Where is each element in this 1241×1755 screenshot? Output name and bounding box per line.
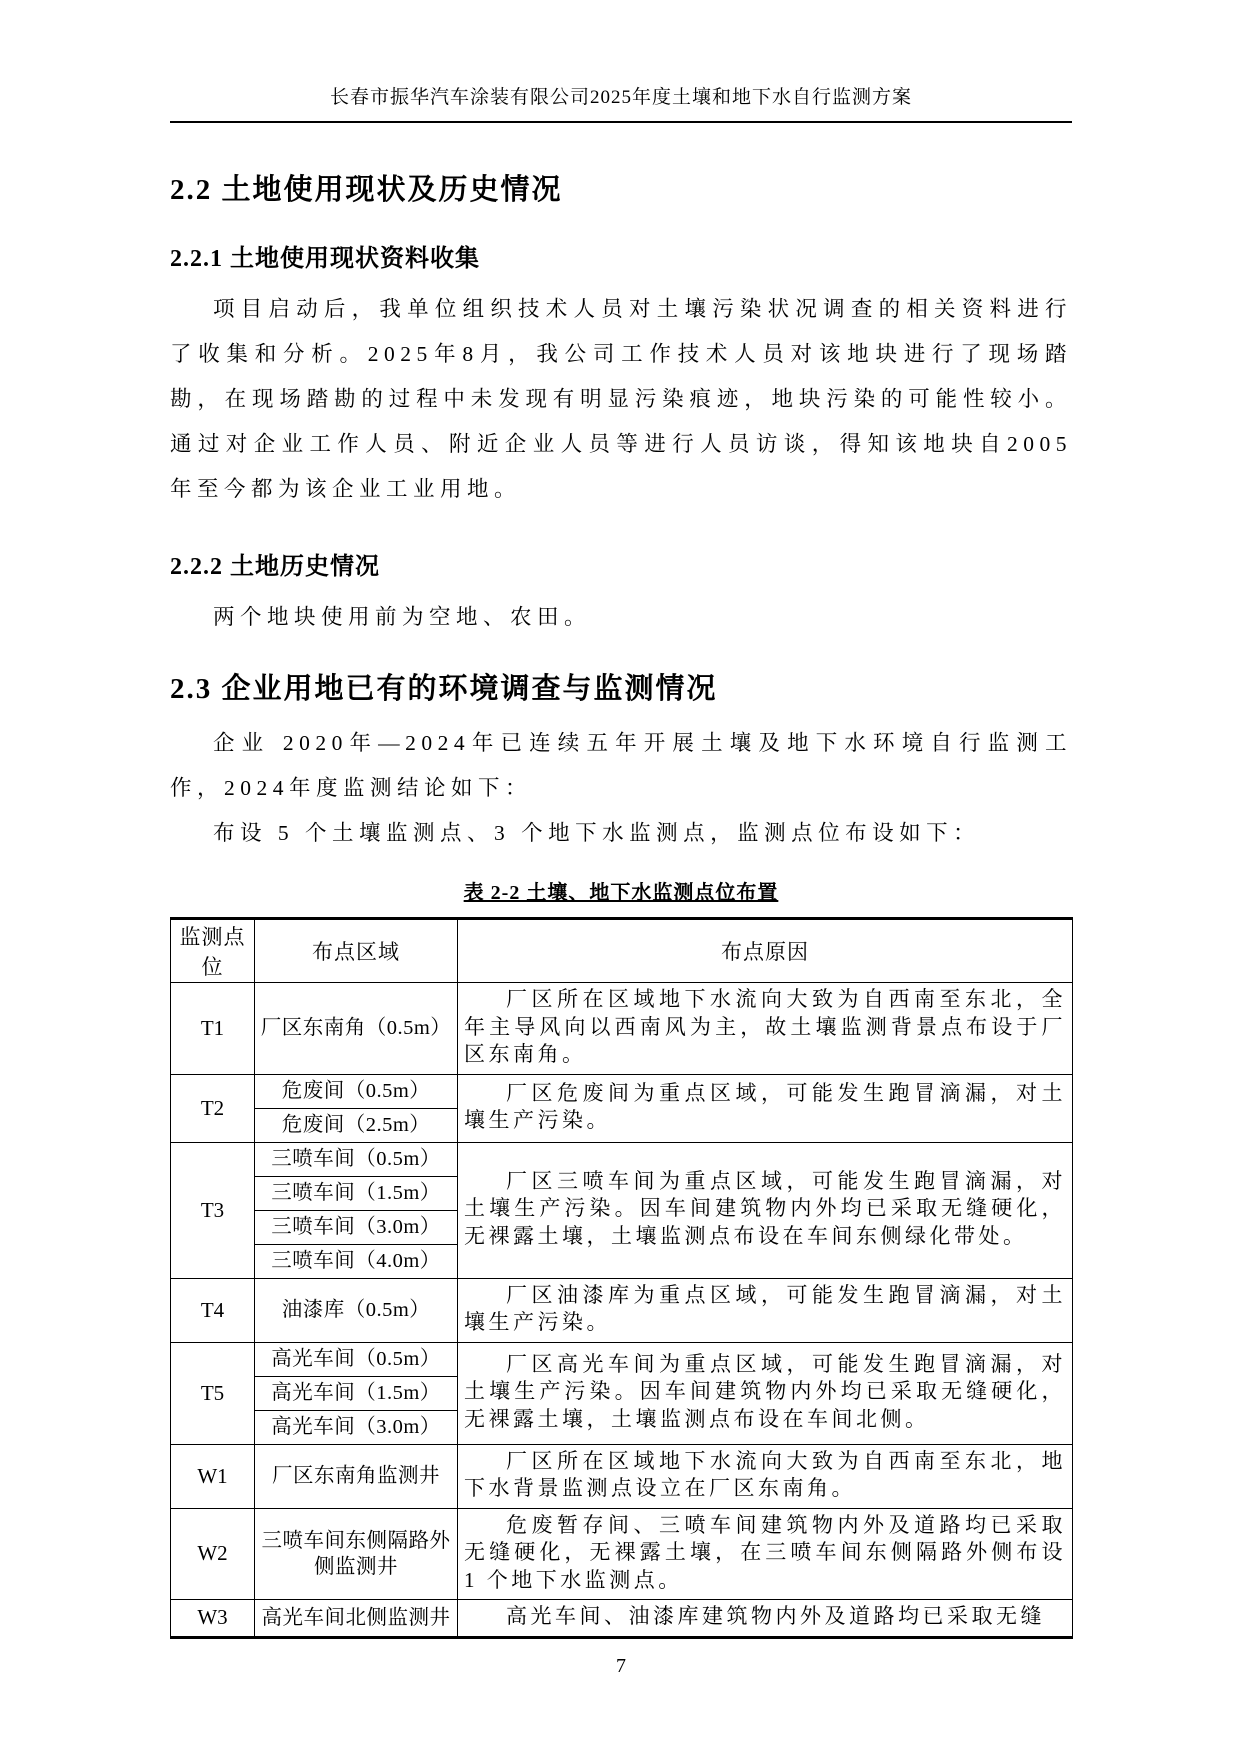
page-header: [170, 0, 1072, 123]
section-heading-2-3: 2.3 企业用地已有的环境调查与监测情况: [170, 673, 718, 705]
column-header: 监测点位: [171, 919, 255, 983]
table-row: [171, 1444, 1073, 1508]
table-header-row: [171, 919, 1073, 983]
area-cell: 厂区东南角监测井: [255, 1444, 458, 1508]
table-row: [171, 983, 1073, 1075]
monitoring-points-table: [170, 917, 1073, 1639]
reason-text: 厂区危废间为重点区域，可能发生跑冒滴漏，对土壤生产污染。: [464, 1080, 1066, 1132]
area-cell: 高光车间（1.5m）: [255, 1376, 458, 1410]
area-cell: 三喷车间（1.5m）: [255, 1176, 458, 1210]
area-cell: 厂区东南角（0.5m）: [255, 983, 458, 1075]
reason-text: 高光车间、油漆库建筑物内外及道路均已采取无缝: [506, 1604, 1045, 1628]
area-cell: 三喷车间东侧隔路外侧监测井: [255, 1508, 458, 1600]
reason-cell: [458, 1342, 1073, 1444]
paragraph-land-use-survey: 项目启动后，我单位组织技术人员对土壤污染状况调查的相关资料进行了收集和分析。2025年8月，我公司工作技术人员对该地块进行了现场踏勘，在现场踏勘的过程中未发现有明显污染痕迹，地块污染的可能性较小。通过对企业工作人员、附近企业人员等进行人员访谈，得知该地块自2005 年至今都为该企业工业用地。: [170, 297, 1072, 501]
point-id-cell: T1: [171, 983, 255, 1075]
area-cell: 危废间（0.5m）: [255, 1074, 458, 1108]
point-id-cell: T5: [171, 1342, 255, 1444]
table-row: [171, 1600, 1073, 1638]
section-heading-2-2-2: 2.2.2 土地历史情况: [170, 554, 380, 580]
table-row: [171, 1142, 1073, 1176]
reason-cell: [458, 1508, 1073, 1600]
point-id-cell: W3: [171, 1600, 255, 1638]
reason-cell: [458, 1600, 1073, 1638]
area-cell: 三喷车间（3.0m）: [255, 1210, 458, 1244]
section-heading-2-2: 2.2 土地使用现状及历史情况: [170, 174, 563, 206]
table-row: [171, 1074, 1073, 1108]
area-cell: 三喷车间（0.5m）: [255, 1142, 458, 1176]
reason-text: 厂区所在区域地下水流向大致为自西南至东北，地下水背景监测点设立在厂区东南角。: [464, 1448, 1066, 1500]
paragraph-monitoring-points: 布设 5 个土壤监测点、3 个地下水监测点，监测点位布设如下：: [213, 821, 981, 845]
reason-text: 危废暂存间、三喷车间建筑物内外及道路均已采取无缝硬化，无裸露土壤，在三喷车间东侧隔路外侧布设 1 个地下水监测点。: [464, 1512, 1066, 1592]
point-id-cell: T2: [171, 1074, 255, 1142]
reason-cell: [458, 1142, 1073, 1278]
point-id-cell: T3: [171, 1142, 255, 1278]
reason-cell: [458, 1074, 1073, 1142]
column-header: 布点区域: [255, 919, 458, 983]
paragraph-land-history: 两个地块使用前为空地、农田。: [213, 605, 592, 629]
area-cell: 高光车间（3.0m）: [255, 1410, 458, 1444]
page-header-title: 长春市振华汽车涂装有限公司2025年度土壤和地下水自行监测方案: [329, 87, 912, 108]
area-cell: 三喷车间（4.0m）: [255, 1244, 458, 1278]
point-id-cell: W1: [171, 1444, 255, 1508]
table-row: [171, 1278, 1073, 1342]
page-number: 7: [616, 1654, 626, 1677]
reason-cell: [458, 983, 1073, 1075]
area-cell: 高光车间北侧监测井: [255, 1600, 458, 1638]
area-cell: 油漆库（0.5m）: [255, 1278, 458, 1342]
table-row: [171, 1508, 1073, 1600]
point-id-cell: T4: [171, 1278, 255, 1342]
point-id-cell: W2: [171, 1508, 255, 1600]
section-heading-2-2-1: 2.2.1 土地使用现状资料收集: [170, 246, 480, 272]
reason-text: 厂区所在区域地下水流向大致为自西南至东北，全年主导风向以西南风为主，故土壤监测背景点布设于厂区东南角。: [464, 987, 1066, 1066]
table-caption: 表 2-2 土壤、地下水监测点位布置: [463, 882, 779, 904]
paragraph-monitoring-history: 企业 2020年—2024年已连续五年开展土壤及地下水环境自行监测工作，2024年度监测结论如下：: [170, 731, 1072, 800]
reason-cell: [458, 1444, 1073, 1508]
column-header: 布点原因: [458, 919, 1073, 983]
reason-text: 厂区三喷车间为重点区域，可能发生跑冒滴漏，对土壤生产污染。因车间建筑物内外均已采取无缝硬化，无裸露土壤，土壤监测点布设在车间东侧绿化带处。: [464, 1168, 1066, 1248]
reason-cell: [458, 1278, 1073, 1342]
reason-text: 厂区高光车间为重点区域，可能发生跑冒滴漏，对土壤生产污染。因车间建筑物内外均已采取无缝硬化，无裸露土壤，土壤监测点布设在车间北侧。: [464, 1351, 1066, 1431]
area-cell: 危废间（2.5m）: [255, 1108, 458, 1142]
table-row: [171, 1342, 1073, 1376]
reason-text: 厂区油漆库为重点区域，可能发生跑冒滴漏，对土壤生产污染。: [464, 1282, 1066, 1334]
area-cell: 高光车间（0.5m）: [255, 1342, 458, 1376]
